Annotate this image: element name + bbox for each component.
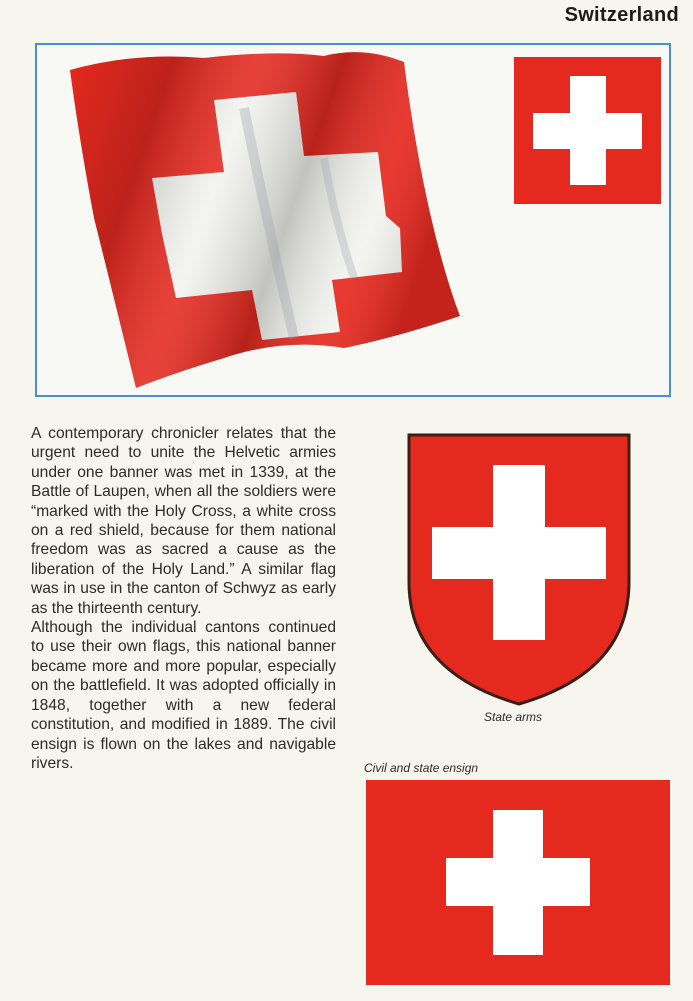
civil-ensign-caption: Civil and state ensign	[364, 761, 479, 775]
cross-horizontal	[432, 527, 606, 579]
paragraph: A contemporary chronicler relates that the urgent need to unite the Helvetic armies under one banner was met in 1339, at the Battle of Laupen, when all the soldiers were “marked with the Holy Cross, a white cross on a red shield, because for them national freedom was as sacred a cause as the liberation of the Holy Land.” A similar flag was in use in the canton of Schwyz as early as the thirteenth century.	[31, 425, 336, 617]
page-title: Switzerland	[564, 4, 679, 26]
square-flag	[514, 57, 661, 204]
history-text	[31, 424, 336, 773]
paragraph: Although the individual cantons continued to use their own flags, this national banner became more and more popular, especially on the battlefield. It was adopted officially in 1848, together with a new federal constitution, and modified in 1889. The civil ensign is flown on the lakes and navigable rivers.	[31, 619, 336, 772]
waving-national-flag	[64, 48, 460, 393]
civil-ensign-flag	[366, 780, 670, 985]
cross-horizontal	[446, 858, 590, 906]
state-arms-caption: State arms	[484, 710, 543, 724]
state-arms-shield	[406, 432, 632, 708]
cross-horizontal	[533, 113, 642, 149]
